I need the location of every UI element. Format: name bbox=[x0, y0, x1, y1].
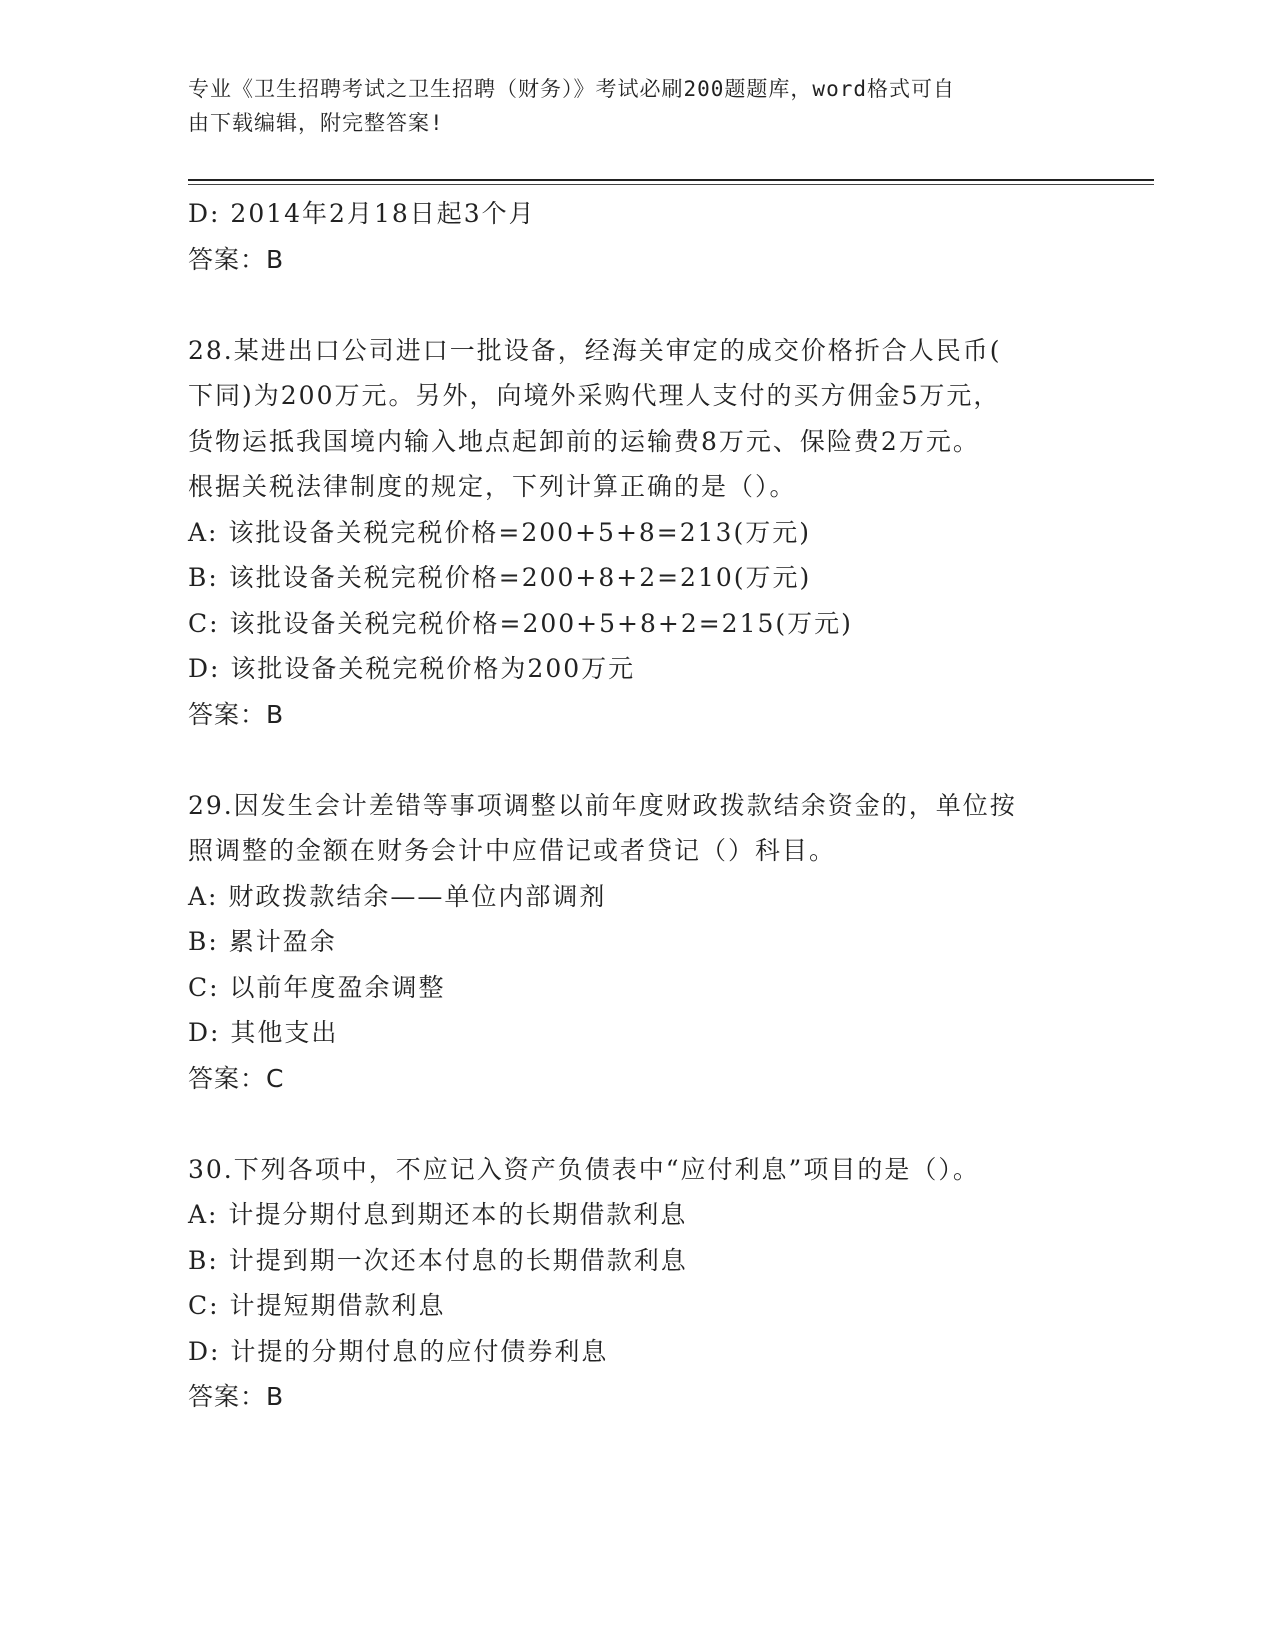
question-30 bbox=[188, 1147, 1088, 1420]
header-rule-thick bbox=[188, 179, 1154, 181]
question-28 bbox=[188, 328, 1088, 738]
header-rule-thin bbox=[188, 184, 1154, 185]
question-stem-line: 30.下列各项中，不应记入资产负债表中“应付利息”项目的是（）。 bbox=[188, 1154, 980, 1184]
question-stem-line: 28.某进出口公司进口一批设备，经海关审定的成交价格折合人民币( bbox=[188, 335, 1002, 365]
page-content bbox=[188, 191, 1088, 1420]
answer-label: 答案：B bbox=[188, 1382, 285, 1411]
header-line-1: 专业《卫生招聘考试之卫生招聘（财务）》考试必刷200题题库，word格式可自 bbox=[188, 77, 955, 101]
question-stem-line: 根据关税法律制度的规定，下列计算正确的是（）。 bbox=[188, 472, 797, 501]
option-b: B: 累计盈余 bbox=[188, 927, 337, 956]
page-header bbox=[188, 72, 1068, 140]
answer-label: 答案：C bbox=[188, 1063, 285, 1093]
option-a: A: 计提分期付息到期还本的长期借款利息 bbox=[188, 1200, 688, 1229]
question-stem-line: 货物运抵我国境内输入地点起卸前的运输费8万元、保险费2万元。 bbox=[188, 426, 980, 456]
option-c: C: 该批设备关税完税价格=200+5+8+2=215(万元) bbox=[188, 608, 853, 638]
spacer bbox=[188, 1101, 1088, 1147]
prev-answer: 答案：B bbox=[188, 244, 285, 274]
option-a: A: 该批设备关税完税价格=200+5+8=213(万元) bbox=[188, 517, 811, 547]
spacer bbox=[188, 282, 1088, 328]
header-line-2: 由下载编辑，附完整答案! bbox=[188, 111, 444, 135]
question-29 bbox=[188, 783, 1088, 1102]
option-b: B: 计提到期一次还本付息的长期借款利息 bbox=[188, 1245, 688, 1275]
option-d: D: 该批设备关税完税价格为200万元 bbox=[188, 654, 636, 683]
question-stem-line: 照调整的金额在财务会计中应借记或者贷记（）科目。 bbox=[188, 836, 837, 865]
prev-option-d: D: 2014年2月18日起3个月 bbox=[188, 199, 536, 228]
option-d: D: 其他支出 bbox=[188, 1018, 339, 1047]
question-stem-line: 下同)为200万元。另外，向境外采购代理人支付的买方佣金5万元， bbox=[188, 381, 1001, 410]
question-stem-line: 29.因发生会计差错等事项调整以前年度财政拨款结余资金的，单位按 bbox=[188, 790, 1017, 820]
option-b: B: 该批设备关税完税价格=200+8+2=210(万元) bbox=[188, 563, 812, 592]
option-d: D: 计提的分期付息的应付债券利息 bbox=[188, 1336, 609, 1366]
spacer bbox=[188, 737, 1088, 783]
answer-label: 答案：B bbox=[188, 699, 285, 729]
option-a: A: 财政拨款结余——单位内部调剂 bbox=[188, 881, 607, 911]
option-c: C: 以前年度盈余调整 bbox=[188, 972, 446, 1002]
option-c: C: 计提短期借款利息 bbox=[188, 1291, 446, 1320]
